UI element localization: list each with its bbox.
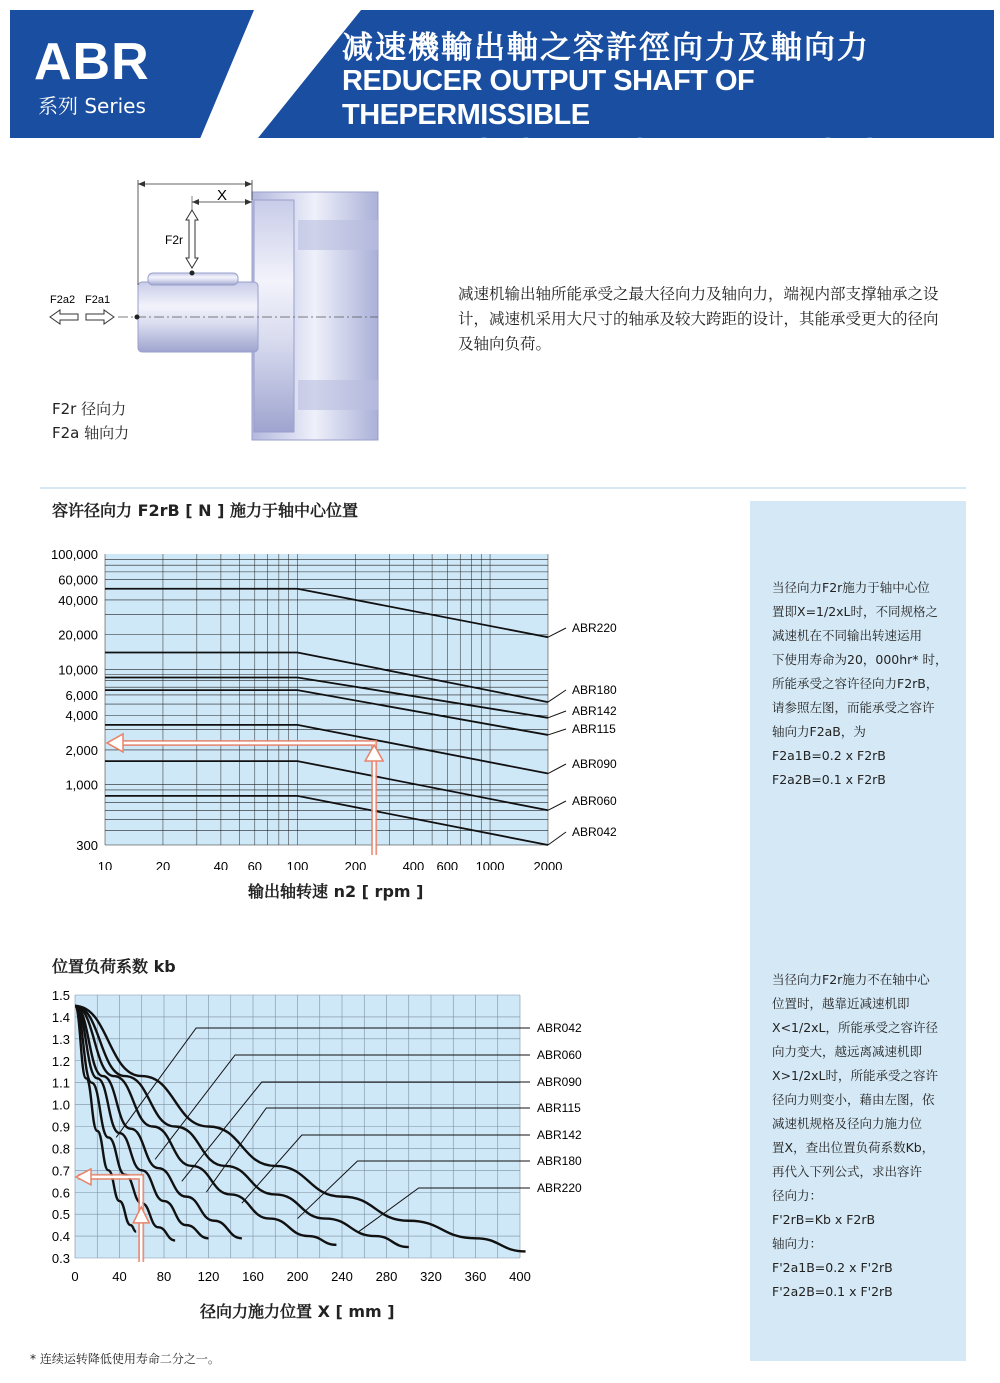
chart1-x-tick: 2000 <box>533 859 563 870</box>
side-line: 下使用寿命为20，000hr* 时， <box>772 652 948 667</box>
side-line: 向力变大，越远离减速机即 <box>772 1044 923 1059</box>
chart2-y-tick: 1.4 <box>51 1009 70 1025</box>
intro-paragraph: 减速机输出轴所能承受之最大径向力及轴向力，端视内部支撑轴承之设计，减速机采用大尺寸的轴承及较大跨距的设计，其能承受更大的径向及轴向负荷。 <box>458 285 939 353</box>
f2r-label: F2r <box>165 233 183 247</box>
chart2-x-tick: 320 <box>420 1269 442 1284</box>
chart1-series-label: ABR220 <box>572 621 617 635</box>
f2a1-label: F2a1 <box>85 294 111 306</box>
side-line: 置即X=1/2xL时，不同规格之 <box>772 604 939 619</box>
f2a2-label: F2a2 <box>50 294 76 306</box>
side-line: F2a1B=0.2 x F2rB <box>772 748 886 763</box>
chart2-series-label: ABR042 <box>537 1021 582 1035</box>
side-line: 置X，查出位置负荷系数Kb， <box>772 1140 935 1155</box>
chart1-x-tick: 10 <box>97 859 113 870</box>
title-english-line-1: REDUCER OUTPUT SHAFT OF THEPERMISSIBLE <box>342 65 755 131</box>
chart1-x-tick: 40 <box>213 859 229 870</box>
chart1-series-leader <box>548 711 566 718</box>
chart2-x-tick: 120 <box>197 1269 220 1284</box>
side-text-offset-position <box>772 968 948 1304</box>
chart1-x-tick: 1000 <box>475 859 505 870</box>
chart2-y-tick: 0.7 <box>51 1163 70 1179</box>
side-text-radial-center <box>772 576 948 792</box>
chart2-y-tick: 1.5 <box>51 988 70 1003</box>
chart2-series-label: ABR180 <box>537 1154 582 1168</box>
side-line: F'2rB=Kb x F2rB <box>772 1212 876 1227</box>
legend-axial: F2a 轴向力 <box>52 424 130 442</box>
chart2-y-tick: 0.3 <box>51 1251 70 1266</box>
chart1-x-tick: 100 <box>286 859 309 870</box>
brand-title: ABR <box>34 33 150 91</box>
side-line: 当径向力F2r施力不在轴中心 <box>772 972 930 987</box>
chart1-y-tick: 300 <box>76 838 98 853</box>
chart2-y-tick: 0.8 <box>51 1141 70 1157</box>
chart1-series-label: ABR060 <box>572 794 617 808</box>
chart1-y-tick: 1,000 <box>65 777 98 793</box>
side-line: X<1/2xL，所能承受之容许径 <box>772 1020 939 1035</box>
chart2-x-tick: 280 <box>375 1269 398 1284</box>
chart2-y-tick: 0.5 <box>51 1207 70 1223</box>
chart1-x-tick: 600 <box>436 859 459 870</box>
chart1-series-label: ABR115 <box>572 722 616 736</box>
chart1-y-tick: 20,000 <box>58 627 98 643</box>
legend-radial: F2r 径向力 <box>52 400 127 418</box>
side-line: 减速机规格及径向力施力位 <box>772 1116 923 1131</box>
chart2-y-tick: 0.9 <box>51 1119 70 1135</box>
chart1-series-label: ABR042 <box>572 825 617 839</box>
chart1-series-label: ABR090 <box>572 757 617 771</box>
side-line: F2a2B=0.1 x F2rB <box>772 772 886 787</box>
chart1-series-leader <box>548 690 566 702</box>
axial-force-arrow-in <box>86 310 114 324</box>
side-line: 再代入下列公式，求出容许 <box>772 1164 923 1179</box>
chart1-series-leader <box>548 832 566 845</box>
chart2-series-label: ABR142 <box>537 1128 582 1142</box>
chart1-series-leader <box>548 764 566 774</box>
chart1-y-tick: 60,000 <box>58 572 98 588</box>
side-line: 径向力： <box>772 1188 823 1203</box>
chart1-x-tick: 60 <box>247 859 263 870</box>
side-line: 轴向力： <box>772 1236 823 1251</box>
side-line: 径向力则变小，藉由左图，依 <box>772 1092 935 1107</box>
chart2-series-label: ABR115 <box>537 1101 581 1115</box>
title-english-line-2: RADIAL FORCE AND SHAFT AND FORCE <box>342 133 899 165</box>
chart2-x-tick: 400 <box>509 1269 531 1284</box>
side-line: F'2a2B=0.1 x F'2rB <box>772 1284 893 1299</box>
chart1-series-leader <box>548 729 566 735</box>
chart2-y-tick: 1.3 <box>51 1031 70 1047</box>
side-line: F'2a1B=0.2 x F'2rB <box>772 1260 893 1275</box>
chart2-y-tick: 1.1 <box>51 1075 70 1091</box>
chart-radial-force <box>0 540 740 870</box>
chart1-x-tick: 400 <box>402 859 425 870</box>
chart1-y-tick: 40,000 <box>58 592 98 608</box>
chart2-x-tick: 160 <box>242 1269 264 1284</box>
side-line: 请参照左图，而能承受之容许 <box>772 700 935 715</box>
side-line: 减速机在不同输出转速运用 <box>772 628 923 643</box>
chart2-x-tick: 0 <box>71 1269 79 1284</box>
series-label: 系列 Series <box>38 94 146 118</box>
chart2-y-tick: 1.2 <box>51 1053 70 1069</box>
chart2-series-label: ABR090 <box>537 1075 582 1089</box>
chart1-y-tick: 6,000 <box>65 687 98 703</box>
side-line: 位置时，越靠近减速机即 <box>772 996 910 1011</box>
housing-step <box>254 200 294 432</box>
chart2-title: 位置负荷系数 kb <box>52 957 176 976</box>
chart2-y-tick: 0.6 <box>51 1185 70 1201</box>
chart2-y-tick: 1.0 <box>51 1097 70 1113</box>
chart1-title: 容许径向力 F2rB [ N ] 施力于轴中心位置 <box>52 501 359 520</box>
chart1-series-leader <box>548 801 566 810</box>
chart2-x-tick: 240 <box>331 1269 353 1284</box>
chart2-xlabel: 径向力施力位置 X [ mm ] <box>200 1302 395 1321</box>
chart1-x-tick: 20 <box>155 859 171 870</box>
chart1-xlabel: 输出轴转速 n2 [ rpm ] <box>248 882 424 901</box>
chart2-x-tick: 200 <box>286 1269 309 1284</box>
title-chinese: 减速機輸出軸之容許徑向力及軸向力 <box>342 30 870 66</box>
axial-force-arrow-out <box>50 310 78 324</box>
chart2-series-label: ABR060 <box>537 1048 582 1062</box>
side-line: 轴向力F2aB，为 <box>772 724 866 739</box>
chart2-y-tick: 0.4 <box>51 1229 70 1245</box>
chart2-series-label: ABR220 <box>537 1181 582 1195</box>
section-divider <box>40 487 966 489</box>
side-line: 当径向力F2r施力于轴中心位 <box>772 580 930 595</box>
chart1-y-tick: 100,000 <box>51 547 98 562</box>
chart1-series-label: ABR142 <box>572 704 617 718</box>
dimension-x-label: X <box>217 187 228 204</box>
chart1-y-tick: 4,000 <box>65 708 98 724</box>
chart1-series-leader <box>548 628 566 637</box>
title-english <box>342 64 982 166</box>
side-line: X>1/2xL时，所能承受之容许 <box>772 1068 939 1083</box>
radial-force-arrow <box>186 210 198 268</box>
chart1-y-tick: 2,000 <box>65 742 98 758</box>
footnote: * 连续运转降低使用寿命二分之一。 <box>30 1352 220 1366</box>
chart-position-factor <box>0 980 740 1285</box>
chart1-series-label: ABR180 <box>572 683 617 697</box>
chart2-x-tick: 80 <box>156 1269 172 1284</box>
chart1-y-tick: 10,000 <box>58 662 98 678</box>
side-line: 所能承受之容许径向力F2rB， <box>772 676 939 691</box>
chart2-x-tick: 40 <box>112 1269 127 1284</box>
chart2-x-tick: 360 <box>464 1269 487 1284</box>
chart1-x-tick: 200 <box>344 859 367 870</box>
